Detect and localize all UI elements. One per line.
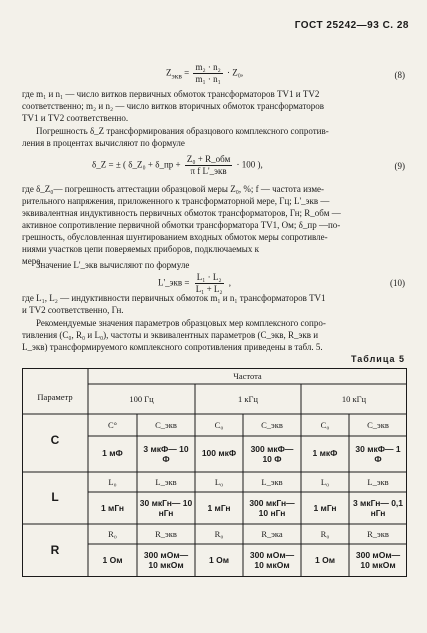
para6-line-2: тивления (C₀, R₀ и L₀), частоты и эквивалентных параметров (C_экв, R_экв и bbox=[22, 330, 319, 340]
formula-9-fraction bbox=[185, 154, 232, 177]
freq-10khz: 10 кГц bbox=[341, 394, 367, 404]
formula-10-numerator: L₁ · L₂ bbox=[196, 272, 222, 282]
table-5 bbox=[22, 368, 407, 578]
para1-line-2: соответственно; m₂ и n₂ — число витков вторичных обмоток трансформаторов bbox=[22, 101, 325, 111]
formula-10-tail: , bbox=[228, 277, 232, 288]
para3-line-1: где δ_Z₀— погрешность аттестации образцовой меры Z₀, %; f — частота изме- bbox=[22, 184, 325, 194]
formula-9-numerator: Z₀ + R_обм bbox=[186, 154, 231, 164]
value-cell: 1 Ом bbox=[209, 555, 229, 565]
table-caption: Таблица 5 bbox=[350, 354, 405, 364]
value-cell: 100 мкФ bbox=[201, 448, 237, 458]
para4: Значение L'_экв вычисляют по формуле bbox=[36, 260, 190, 270]
name-cell: L₀ bbox=[214, 477, 224, 487]
formula-8-number: (8) bbox=[394, 70, 405, 80]
value-cell: 300 мОм— 10 мкОм bbox=[143, 550, 189, 570]
name-cell: C_экв bbox=[261, 420, 283, 430]
para6-line-3: L_экв) трансформируемого комплексного сопротивления приведены в табл. 5. bbox=[22, 342, 323, 352]
para5-line-1: где L₁, L₂ — индуктивности первичных обмоток m₁ и n₁ трансформаторов TV1 bbox=[22, 293, 326, 303]
value-cell: 300 мОм— 10 мкОм bbox=[249, 550, 295, 570]
name-cell: C₀ bbox=[214, 420, 224, 430]
name-cell: L_экв bbox=[155, 477, 177, 487]
value-cell: 1 Ом bbox=[315, 555, 335, 565]
para3-line-2: рительного напряжения, приложенного к трансформаторной мере, Гц; L'_экв — bbox=[22, 196, 330, 206]
name-cell: L₀ bbox=[320, 477, 330, 487]
freq-100hz: 100 Гц bbox=[129, 394, 154, 404]
value-cell: 30 мкГн— 10 нГн bbox=[139, 498, 193, 518]
para3-line-7: мере. bbox=[22, 256, 43, 266]
freq-header: Частота bbox=[233, 371, 262, 381]
para2-line-2: ления в процентах вычисляют по формуле bbox=[22, 138, 185, 148]
value-cell: 3 мкГн— 0,1 нГн bbox=[352, 498, 404, 518]
formula-8-tail: · Z₀, bbox=[227, 67, 244, 78]
formula-10-denominator: L₁ + L₂ bbox=[195, 284, 223, 294]
name-cell: L_экв bbox=[367, 477, 389, 487]
name-cell: L₀ bbox=[108, 477, 117, 487]
formula-10-number: (10) bbox=[390, 278, 405, 288]
para6-line-1: Рекомендуемые значения параметров образцовых мер комплексного сопро- bbox=[36, 318, 326, 328]
value-cell: 300 мкФ— 10 Ф bbox=[250, 444, 294, 464]
param-r: R bbox=[50, 543, 60, 557]
value-cell: 1 Ом bbox=[102, 555, 123, 565]
para1-line-3: TV1 и TV2 соответственно. bbox=[22, 113, 129, 123]
name-cell: C₀ bbox=[320, 420, 330, 430]
formula-8-fraction bbox=[193, 62, 222, 85]
formula-8-eq: = bbox=[184, 67, 190, 78]
formula-10-lhs: L'_экв = bbox=[158, 277, 190, 288]
name-cell: C_экв bbox=[155, 420, 177, 430]
name-cell: R_экв bbox=[367, 529, 389, 539]
name-cell: R₀ bbox=[320, 529, 330, 539]
name-cell: R₀ bbox=[108, 529, 117, 539]
name-cell: L_экв bbox=[261, 477, 283, 487]
para1-line-1: где m₁ и n₁ — число витков первичных обмоток трансформаторов TV1 и TV2 bbox=[22, 89, 320, 99]
para2-line-1: Погрешность δ_Z трансформирования образцового комплексного сопротив- bbox=[36, 126, 329, 136]
freq-1khz: 1 кГц bbox=[238, 394, 258, 404]
para5-line-2: и TV2 соответственно, Гн. bbox=[22, 305, 124, 315]
param-header: Параметр bbox=[37, 392, 73, 402]
value-cell: 30 мкФ— 1 Ф bbox=[355, 444, 401, 464]
name-cell: C_экв bbox=[367, 420, 389, 430]
formula-8-denominator: m₁ · n₁ bbox=[195, 74, 221, 84]
para3-line-5: грешность, обусловленная шунтированием входных обмоток меры сопротивле- bbox=[22, 232, 328, 242]
formula-8-lhs: Z bbox=[166, 67, 172, 78]
formula-8-numerator: m₂ · n₂ bbox=[195, 62, 221, 72]
value-cell: 1 мГн bbox=[207, 503, 231, 513]
value-cell: 300 мкГн— 10 нГн bbox=[249, 498, 295, 518]
value-cell: 1 мГн bbox=[100, 503, 125, 513]
value-cell: 1 мФ bbox=[102, 448, 123, 458]
name-cell: C° bbox=[107, 420, 118, 430]
formula-8 bbox=[166, 62, 243, 85]
page-header: ГОСТ 25242—93 С. 28 bbox=[294, 20, 409, 31]
param-l: L bbox=[51, 490, 59, 504]
name-cell: R_эка bbox=[261, 529, 283, 539]
value-cell: 1 мГн bbox=[313, 503, 337, 513]
value-cell: 3 мкФ— 10 Ф bbox=[143, 444, 189, 464]
formula-9-open: ( δ_Z₀ + δ_пр + bbox=[123, 159, 181, 170]
para3-line-4: активное сопротивление первичной обмотки трансформатора TV1, Ом; δ_пр —по- bbox=[22, 220, 341, 230]
formula-8-lhs-sub: экв bbox=[171, 71, 182, 81]
formula-9-number: (9) bbox=[394, 161, 405, 171]
formula-9-tail: · 100 ), bbox=[236, 159, 263, 170]
name-cell: R₀ bbox=[214, 529, 224, 539]
formula-9-denominator: π f L'_экв bbox=[190, 166, 227, 176]
param-c: C bbox=[50, 433, 60, 447]
value-cell: 1 мкФ bbox=[312, 448, 338, 458]
name-cell: R_экв bbox=[155, 529, 177, 539]
formula-9 bbox=[92, 154, 263, 177]
formula-9-lhs: δ_Z = ± bbox=[92, 159, 121, 170]
value-cell: 300 мОм— 10 мкОм bbox=[355, 550, 401, 570]
para3-line-3: эквивалентная индуктивность первичных обмоток трансформаторов, Гн; R_обм — bbox=[22, 208, 341, 218]
para3-line-6: ниями участков цепи поверяемых приборов, подключаемых к bbox=[22, 244, 259, 254]
